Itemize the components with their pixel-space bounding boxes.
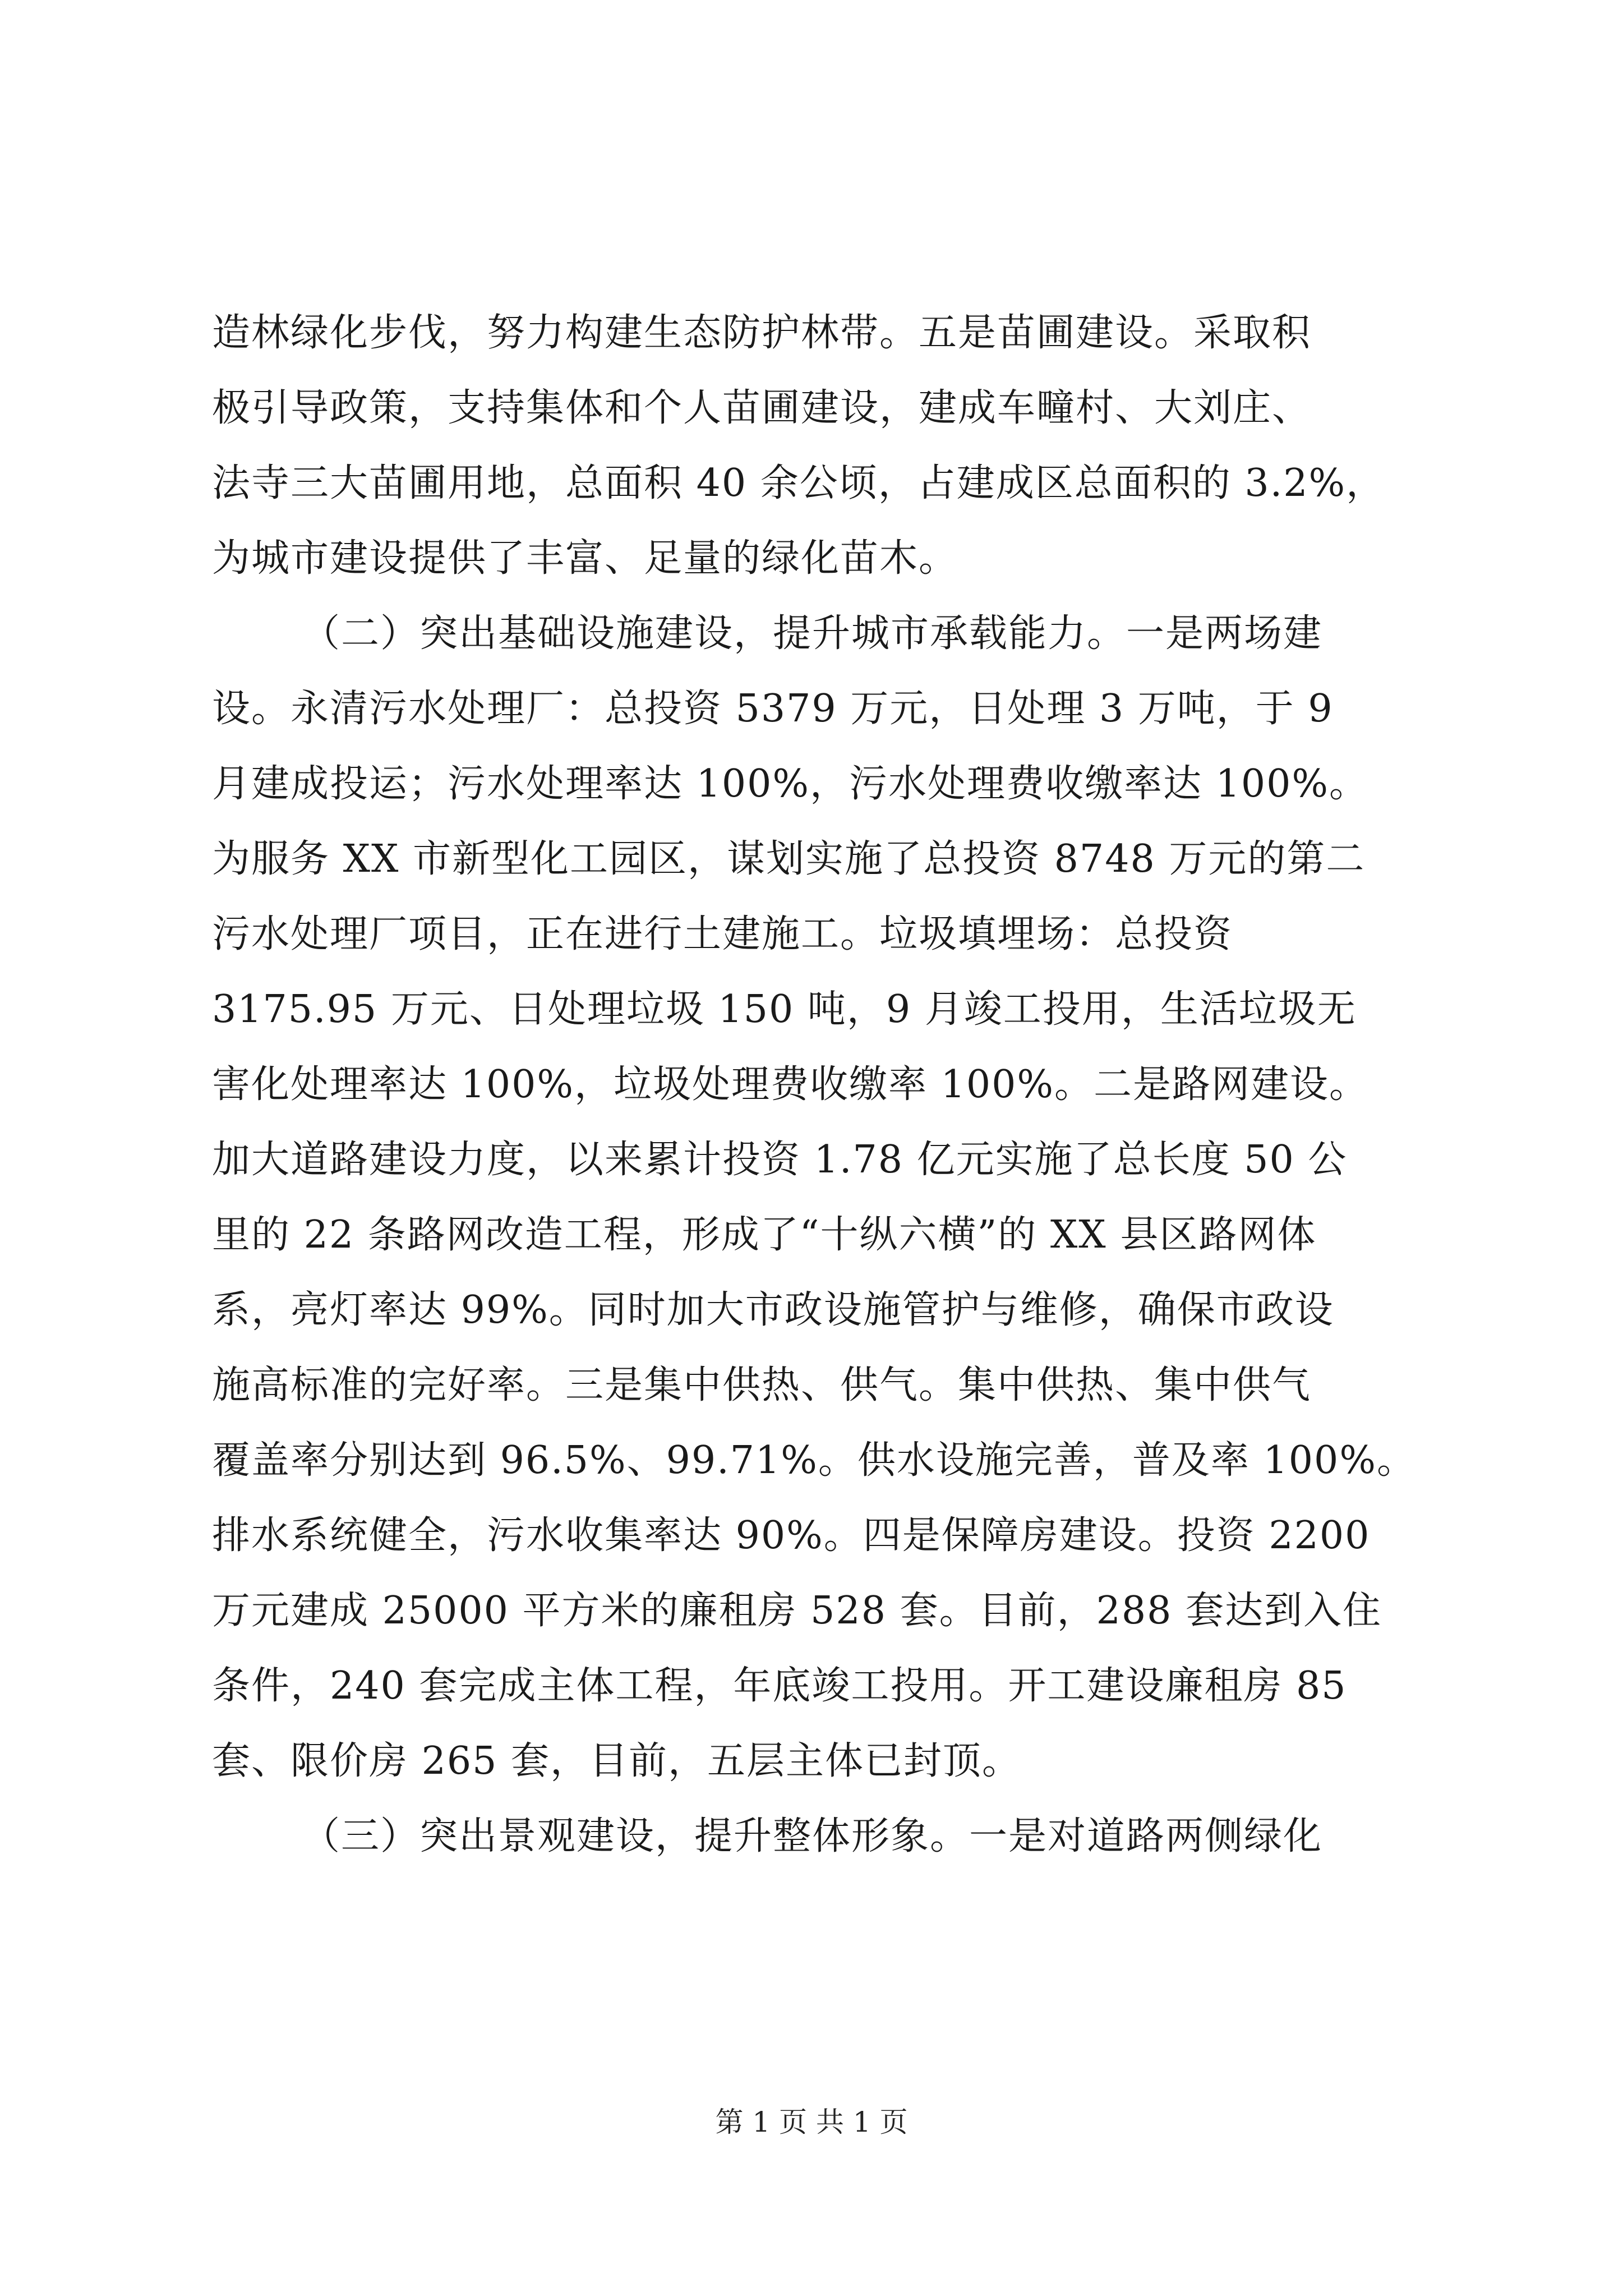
text-line: 施高标准的完好率。三是集中供热、供气。集中供热、集中供气 bbox=[212, 1363, 1312, 1407]
text-line: 污水处理厂项目，正在进行土建施工。垃圾填埋场：总投资 bbox=[212, 912, 1233, 956]
text-line: 万元建成 25000 平方米的廉租房 528 套。目前，288 套达到入住 bbox=[212, 1589, 1382, 1633]
text-line: 极引导政策，支持集体和个人苗圃建设，建成车疃村、大刘庄、 bbox=[212, 386, 1312, 430]
text-line: 加大道路建设力度，以来累计投资 1.78 亿元实施了总长度 50 公 bbox=[212, 1138, 1348, 1182]
text-line: 为服务 XX 市新型化工园区，谋划实施了总投资 8748 万元的第二 bbox=[212, 837, 1366, 881]
text-line: 法寺三大苗圃用地，总面积 40 余公顷，占建成区总面积的 3.2%， bbox=[212, 461, 1386, 505]
text-line: 排水系统健全，污水收集率达 90%。四是保障房建设。投资 2200 bbox=[212, 1513, 1371, 1558]
text-line: 造林绿化步伐，努力构建生态防护林带。五是苗圃建设。采取积 bbox=[212, 311, 1312, 355]
text-line: 条件，240 套完成主体工程，年底竣工投用。开工建设廉租房 85 bbox=[212, 1664, 1347, 1708]
text-line: 3175.95 万元、日处理垃圾 150 吨，9 月竣工投用，生活垃圾无 bbox=[212, 987, 1357, 1032]
text-line: （三）突出景观建设，提升整体形象。一是对道路两侧绿化 bbox=[302, 1814, 1323, 1858]
text-line: 系，亮灯率达 99%。同时加大市政设施管护与维修，确保市政设 bbox=[212, 1288, 1334, 1332]
text-line: 里的 22 条路网改造工程，形成了“十纵六横”的 XX 县区路网体 bbox=[212, 1213, 1317, 1257]
page-footer: 第 1 页 共 1 页 bbox=[715, 2106, 908, 2138]
text-line: 设。永清污水处理厂：总投资 5379 万元，日处理 3 万吨，于 9 bbox=[212, 687, 1334, 731]
text-line: 覆盖率分别达到 96.5%、99.71%。供水设施完善，普及率 100%。 bbox=[212, 1438, 1416, 1483]
text-line: 月建成投运；污水处理率达 100%，污水处理费收缴率达 100%。 bbox=[212, 762, 1369, 806]
text-line: 害化处理率达 100%，垃圾处理费收缴率 100%。二是路网建设。 bbox=[212, 1062, 1369, 1107]
text-line: （二）突出基础设施建设，提升城市承载能力。一是两场建 bbox=[302, 611, 1323, 656]
text-line: 套、限价房 265 套，目前，五层主体已封顶。 bbox=[212, 1739, 1022, 1783]
text-line: 为城市建设提供了丰富、足量的绿化苗木。 bbox=[212, 536, 958, 581]
body-text bbox=[212, 296, 1423, 1874]
